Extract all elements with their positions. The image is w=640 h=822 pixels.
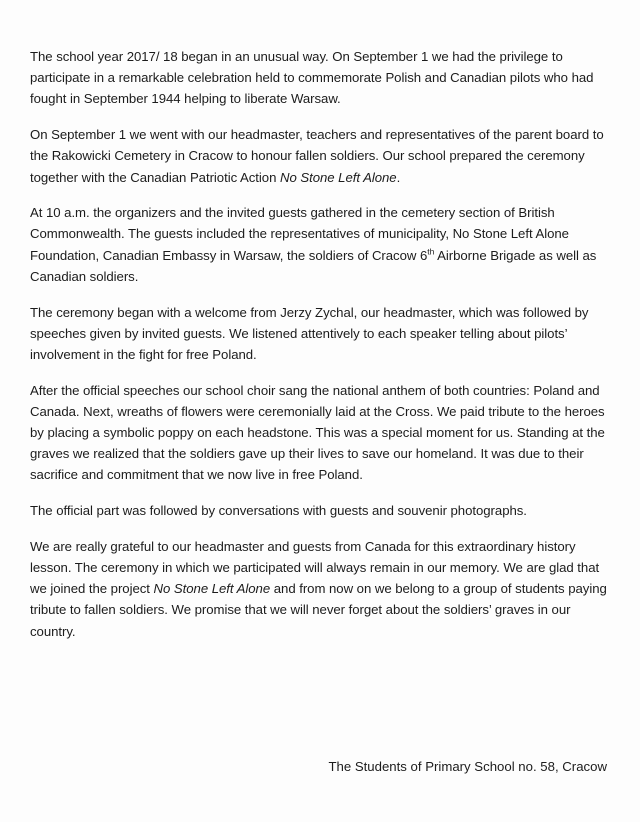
paragraph-text: The ceremony began with a welcome from Jerzy Zychal, our headmaster, which was followed by speeches given by invited guests. We listened attentively to each speaker telling about pilots’ involvement in the fight for free Poland. [30, 304, 589, 362]
paragraph-gratitude [30, 536, 616, 642]
paragraph-guests [30, 202, 616, 287]
paragraph-text: The school year 2017/ 18 began in an unusual way. On September 1 we had the privilege to participate in a remarkable celebration held to commemorate Polish and Canadian pilots who had fought in September 1944 helping to liberate Warsaw. [30, 49, 594, 107]
paragraph-text: We are really grateful to our headmaster and guests from Canada for this extraordinary history lesson. The ceremony in which we participated will always remain in our memory. We are glad that we joined the project [30, 538, 600, 597]
signature-line: The Students of Primary School no. 58, Cracow [328, 759, 607, 774]
letter-body [30, 46, 616, 656]
paragraph-text: Airborne Brigade as well as Canadian soldiers. [30, 247, 597, 284]
paragraph-ceremony-start [30, 302, 616, 366]
paragraph-conversations [30, 500, 616, 521]
paragraph-text: and from now on we belong to a group of students paying tribute to fallen soldiers. We promise that we will never forget about the soldiers’ graves in our country. [30, 581, 607, 639]
paragraph-text: . [396, 169, 401, 185]
project-name: No Stone Left Alone [279, 169, 397, 185]
ordinal-suffix: th [427, 246, 435, 257]
paragraph-text: The official part was followed by conversations with guests and souvenir photographs. [30, 503, 527, 519]
paragraph-anthem [30, 380, 616, 486]
paragraph-text: At 10 a.m. the organizers and the invited guests gathered in the cemetery section of British Commonwealth. The guests included the representatives of municipality, No Stone Left Alone Foundation, Canadian Embassy in Warsaw, the soldiers of Cracow 6 [30, 205, 569, 263]
project-name: No Stone Left Alone [153, 581, 271, 597]
paragraph-text: After the official speeches our school choir sang the national anthem of both countries: Poland and Canada. Next, wreaths of flowers were ceremonially laid at the Cross. We paid tribute to the heroes by placing a symbolic poppy on each headstone. This was a special moment for us. Standing at the graves we realized that the soldiers gave up their lives to save our homeland. It was due to their sacrifice and commitment that we now live in free Poland. [30, 382, 605, 483]
paragraph-cemetery-visit [30, 124, 616, 188]
paragraph-school-year [30, 46, 616, 110]
paragraph-text: On September 1 we went with our headmaster, teachers and representatives of the parent board to the Rakowicki Cemetery in Cracow to honour fallen soldiers. Our school prepared the ceremony together with the Canadian Patriotic Action [30, 127, 604, 185]
